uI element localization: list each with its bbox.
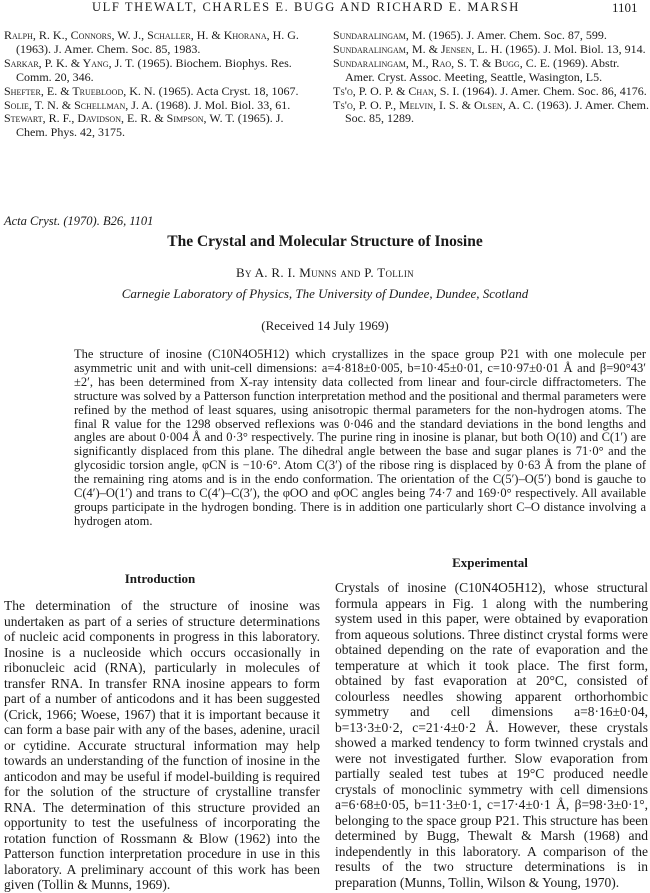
page-header [0,0,650,16]
reference-entry: Sarkar, P. K. & Yang, J. T. (1965). Biochem. Biophys. Res. Comm. 20, 346. [4,55,292,84]
references-right-column [333,29,649,126]
journal-citation-line: Acta Cryst. (1970). B26, 1101 [4,214,154,228]
article-authors: By A. R. I. Munns and P. Tollin [236,265,414,280]
reference-entry: Ralph, R. K., Connors, W. J., Schaller, H. & Khorana, H. G. (1963). J. Amer. Chem. Soc. 85, 1983. [4,28,299,56]
received-date: (Received 14 July 1969) [261,318,389,333]
author-affiliation: Carnegie Laboratory of Physics, The University of Dundee, Dundee, Scotland [121,286,529,301]
experimental-heading: Experimental [452,555,528,570]
article-title: The Crystal and Molecular Structure of Inosine [167,233,483,250]
introduction-heading: Introduction [124,571,196,586]
references-left-column [4,29,316,140]
introduction-text: The determination of the structure of inosine was undertaken as part of a series of structure determinations of nucleic acid components in progress in this laboratory. Inosine is a nucleoside which occurs occasionally in ribonucleic acid (RNA), particularly in molecules of transfer RNA. In transfer RNA inosine appears to form part of a number of anticodons and it has been suggested (Crick, 1966; Woese, 1967) that it is important because it can form a base pair with any of the bases, adenine, uracil or cytidine. Accurate structural information may help towards an understanding of the function of inosine in the anticodon and may be useful if model-building is required for the solution of the structure of crystalline transfer RNA. The determination of this structure provided an opportunity to test the usefulness of incorporating the rotation function of Rossmann & Blow (1962) into the Patterson function interpretation procedure in use in this laboratory. A preliminary account of this work has been given (Tollin & Munns, 1969). [4,598,320,892]
reference-entry: Sundaralingam, M. (1965). J. Amer. Chem. Soc. 87, 599. [333,28,607,42]
reference-entry: Stewart, R. F., Davidson, E. R. & Simpson, W. T. (1965). J. Chem. Phys. 42, 3175. [4,111,284,140]
reference-entry: Ts'o, P. O. P. & Chan, S. I. (1964). J. Amer. Chem. Soc. 86, 4176. [333,83,647,98]
reference-entry: Ts'o, P. O. P., Melvin, I. S. & Olsen, A. C. (1963). J. Amer. Chem. Soc. 85, 1289. [333,97,650,126]
reference-entry: Sundaralingam, M. & Jensen, L. H. (1965). J. Mol. Biol. 13, 914. [333,41,646,56]
reference-entry: Solie, T. N. & Schellman, J. A. (1968). J. Mol. Biol. 33, 61. [4,97,291,112]
reference-entry: Shefter, E. & Trueblood, K. N. (1965). Acta Cryst. 18, 1067. [4,83,299,98]
experimental-text: Crystals of inosine (C10N4O5H12), whose structural formula appears in Fig. 1 along with the numbering system used in this paper, were obtained by evaporation from aqueous solutions. Three distinct crystal forms were obtained depending on the rate of evaporation and the temperature at which it took place. The first form, obtained by fast evaporation at 20°C, consisted of colourless needles showing apparent orthorhombic symmetry and cell dimensions a=8·16±0·04, b=13·3±0·2, c=21·4±0·2 Å. However, these crystals showed a marked tendency to form twinned crystals and were not investigated further. Slow evaporation from partially sealed test tubes at 19°C produced needle crystals of monoclinic symmetry with cell dimensions a=6·68±0·05, b=11·3±0·1, c=17·4±0·1 Å, β=98·3±0·1°, belonging to the space group P21. This structure has been determined by Bugg, Thewalt & Marsh (1968) and independently in this laboratory. A comparison of the results of the two structure determinations is in preparation (Munns, Tollin, Wilson & Young, 1970). [335,580,648,890]
reference-entry: Sundaralingam, M., Rao, S. T. & Bugg, C. E. (1969). Abstr. Amer. Cryst. Assoc. Meeting, Seattle, Wasington, L5. [333,55,620,84]
running-head: ULF THEWALT, CHARLES E. BUGG AND RICHARD E. MARSH [92,0,520,14]
abstract: The structure of inosine (C10N4O5H12) which crystallizes in the space group P21 with one molecule per asymmetric unit and with unit-cell dimensions: a=4·818±0·005, b=10·45±0·01, c=10·97±0·01 Å and β=90°43′±2′, has been determined from X-ray intensity data collected from linear and four-circle diffractometers. The structure was solved by a Patterson function interpretation method and the positional and thermal parameters were refined by the method of least squares, using anisotropic thermal parameters for the non-hydrogen atoms. The final R value for the 1298 observed reflexions was 0·046 and the standard deviations in the bond lengths and angles are about 0·004 Å and 0·3° respectively. The purine ring in inosine is planar, but both O(10) and C(1′) are significantly displaced from this plane. The dihedral angle between the base and sugar planes is 71·0° and the glycosidic torsion angle, φCN is −10·6°. Atom C(3′) of the ribose ring is displaced by 0·63 Å from the plane of the remaining ring atoms and is in the endo conformation. The orientation of the C(5′)–O(5′) bond is gauche to C(4′)–O(1′) and trans to C(4′)–C(3′), the φOO and φOC angles being 74·7 and 169·0° respectively. All available groups participate in the hydrogen bonding. There is in addition one particularly short C–O distance involving a hydrogen atom. [74,347,646,528]
page-number: 1101 [612,0,638,15]
